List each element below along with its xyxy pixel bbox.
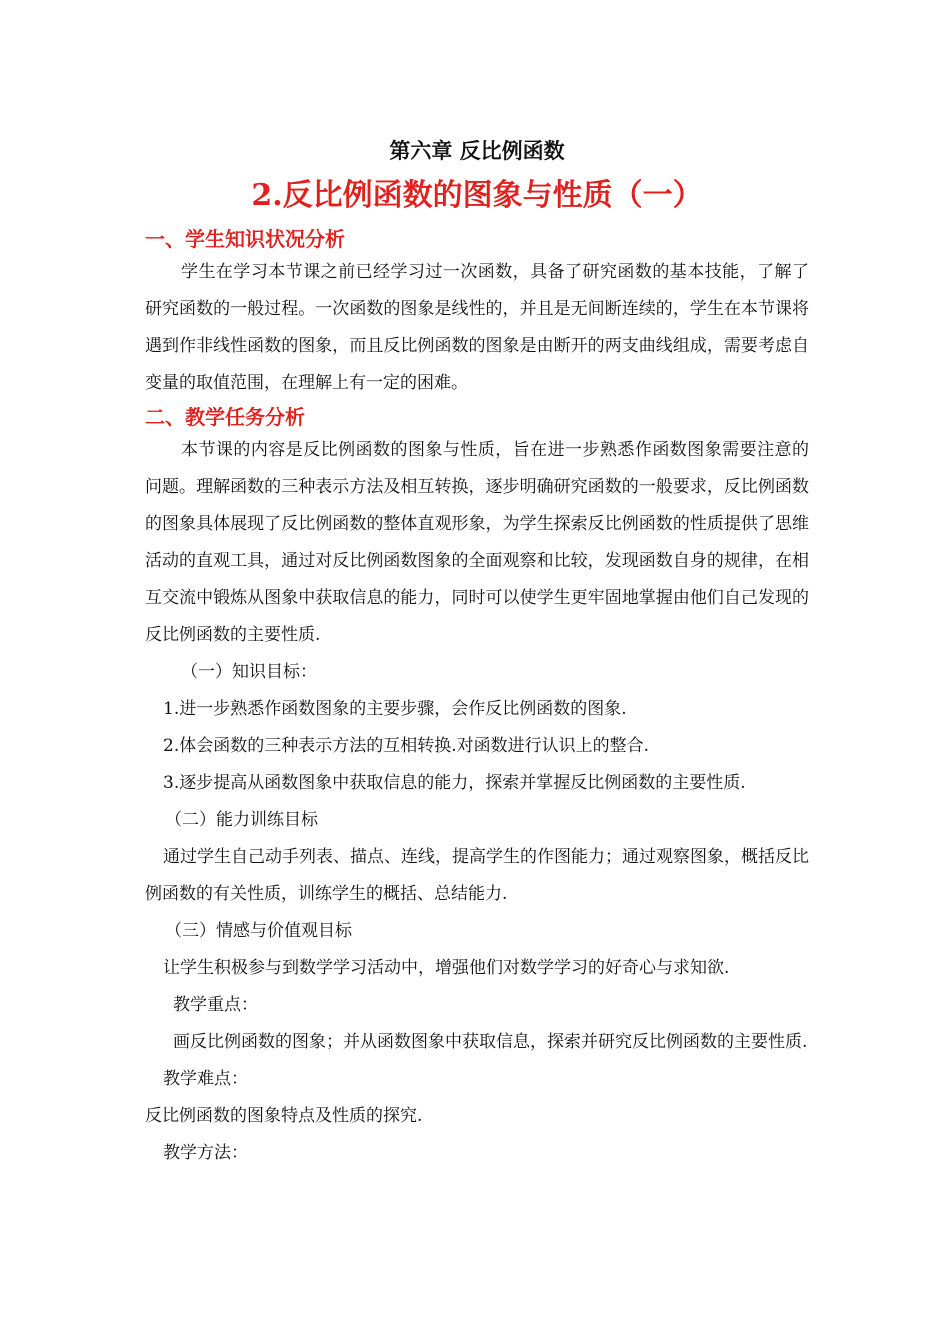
emotion-goal-text: 让学生积极参与到数学学习活动中，增强他们对数学学习的好奇心与求知欲. [163,958,730,978]
difficulty-label: 教学难点： [163,1069,248,1089]
knowledge-goal-item: 2.体会函数的三种表示方法的互相转换.对函数进行认识上的整合. [163,736,650,756]
task-analysis-paragraph: 本节课的内容是反比例函数的图象与性质，旨在进一步熟悉作函数图象需要注意的问题。理解函数的三种表示方法及相互转换，逐步明确研究函数的一般要求，反比例函数的图象具体展现了反比例函数的整体直观形象，为学生探索反比例函数的性质提供了思维活动的直观工具，通过对反比例函数图象的全面观察和比较，发现函数自身的规律，在相互交流中锻炼从图象中获取信息的能力，同时可以使学生更牢固地掌握由他们自己发现的反比例函数的主要性质. [145,440,809,645]
ability-goal-label: （二）能力训练目标 [165,810,318,830]
key-point-label: 教学重点： [173,995,258,1015]
emotion-goal-label: （三）情感与价值观目标 [165,921,352,941]
knowledge-goal-item: 1.进一步熟悉作函数图象的主要步骤，会作反比例函数的图象. [163,699,627,719]
knowledge-goal-item: 3.逐步提高从函数图象中获取信息的能力，探索并掌握反比例函数的主要性质. [163,773,746,793]
method-label: 教学方法： [163,1143,248,1163]
section-heading-task-analysis: 二、教学任务分析 [145,405,305,429]
student-analysis-paragraph: 学生在学习本节课之前已经学习过一次函数，具备了研究函数的基本技能，了解了研究函数的一般过程。一次函数的图象是线性的，并且是无间断连续的，学生在本节课将遇到作非线性函数的图象，而且反比例函数的图象是由断开的两支曲线组成，需要考虑自变量的取值范围，在理解上有一定的困难。 [145,262,809,393]
lesson-title: 2.反比例函数的图象与性质（一） [251,178,703,213]
key-point-text: 画反比例函数的图象；并从函数图象中获取信息，探索并研究反比例函数的主要性质. [173,1032,808,1052]
difficulty-text: 反比例函数的图象特点及性质的探究. [145,1106,423,1126]
document-page [145,128,809,1172]
ability-goal-text: 通过学生自己动手列表、描点、连线，提高学生的作图能力；通过观察图象，概括反比例函数的有关性质，训练学生的概括、总结能力. [145,847,809,904]
knowledge-goal-label: （一）知识目标： [181,662,317,682]
section-heading-student-analysis: 一、学生知识状况分析 [145,227,345,251]
chapter-title: 第六章 反比例函数 [389,138,565,163]
